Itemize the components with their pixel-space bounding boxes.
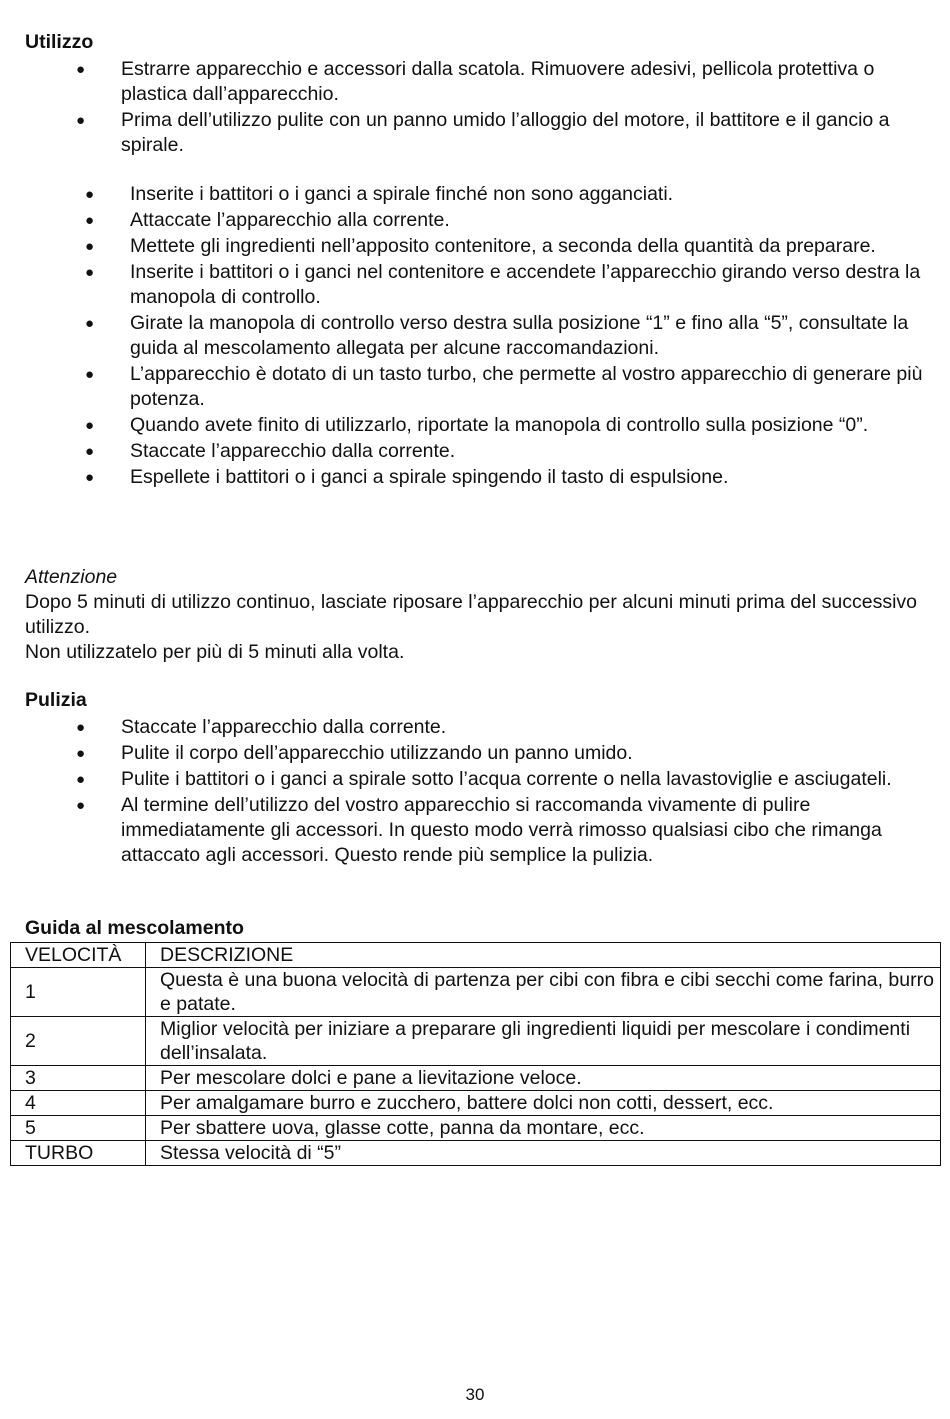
section-heading-usage: Utilizzo — [25, 31, 94, 53]
warning-text-2: Non utilizzatelo per più di 5 minuti alla volta. — [25, 641, 405, 663]
description-cell: Miglior velocità per iniziare a preparare gli ingredienti liquidi per mescolare i condimenti dell’insalata. — [146, 1017, 941, 1066]
list-item: ● Girate la manopola di controllo verso destra sulla posizione “1” e fino alla “5”, consultate la guida al mescolamento allegata per alcune raccomandazioni. — [85, 312, 909, 359]
list-item: ● Inserite i battitori o i ganci nel contenitore e accendete l’apparecchio girando verso destra la manopola di controllo. — [85, 261, 921, 308]
usage-list-b — [85, 182, 930, 491]
description-cell: Stessa velocità di “5” — [146, 1141, 941, 1166]
speed-cell: 3 — [11, 1066, 146, 1091]
bullet-icon: ● — [85, 443, 95, 460]
section-heading-cleaning: Pulizia — [25, 689, 87, 711]
section-heading-guide: Guida al mescolamento — [25, 917, 244, 939]
speed-cell: 4 — [11, 1091, 146, 1116]
column-header: VELOCITÀ — [11, 943, 146, 968]
table-row — [11, 1116, 941, 1141]
list-item: ● L’apparecchio è dotato di un tasto turbo, che permette al vostro apparecchio di generare più potenza. — [85, 363, 923, 410]
description-cell: Per amalgamare burro e zucchero, battere dolci non cotti, dessert, ecc. — [146, 1091, 941, 1116]
table-row — [11, 1066, 941, 1091]
warning-text-1: Dopo 5 minuti di utilizzo continuo, lasciate riposare l’apparecchio per alcuni minuti prima del successivo utilizzo. — [25, 591, 918, 638]
description-cell: Per sbattere uova, glasse cotte, panna da montare, ecc. — [146, 1116, 941, 1141]
bullet-icon: ● — [85, 186, 95, 203]
bullet-icon: ● — [85, 264, 95, 281]
bullet-icon: ● — [76, 797, 86, 814]
bullet-icon: ● — [85, 238, 95, 255]
table-row — [11, 1091, 941, 1116]
speed-cell: 2 — [11, 1017, 146, 1066]
table-row — [11, 1141, 941, 1166]
description-cell: Questa è una buona velocità di partenza per cibi con fibra e cibi secchi come farina, burro e patate. — [146, 968, 941, 1017]
list-item: ● Al termine dell’utilizzo del vostro apparecchio si raccomanda vivamente di pulire immediatamente gli accessori. In questo modo verrà rimosso qualsiasi cibo che rimanga attaccato agli accessori. Questo rende più semplice la pulizia. — [76, 794, 882, 866]
table-row — [11, 1017, 941, 1066]
bullet-icon: ● — [76, 745, 86, 762]
list-item: ● Staccate l’apparecchio dalla corrente. — [85, 440, 456, 462]
list-item: ● Pulite il corpo dell’apparecchio utilizzando un panno umido. — [76, 742, 633, 764]
bullet-icon: ● — [76, 112, 86, 129]
speed-cell: 1 — [11, 968, 146, 1017]
list-item: ● Inserite i battitori o i ganci a spirale finché non sono agganciati. — [85, 183, 674, 205]
bullet-icon: ● — [76, 719, 86, 736]
bullet-icon: ● — [76, 771, 86, 788]
speed-cell: TURBO — [11, 1141, 146, 1166]
list-item: ● Attaccate l’apparecchio alla corrente. — [85, 209, 450, 231]
bullet-icon: ● — [85, 417, 95, 434]
speed-cell: 5 — [11, 1116, 146, 1141]
bullet-icon: ● — [85, 469, 95, 486]
description-cell: Per mescolare dolci e pane a lievitazione veloce. — [146, 1066, 941, 1091]
warning-title: Attenzione — [25, 566, 118, 588]
table-header-row — [11, 943, 941, 968]
bullet-icon: ● — [85, 315, 95, 332]
bullet-icon: ● — [85, 366, 95, 383]
list-item: ● Quando avete finito di utilizzarlo, riportate la manopola di controllo sulla posizione “0”. — [85, 414, 869, 436]
list-item: ● Espellete i battitori o i ganci a spirale spingendo il tasto di espulsione. — [85, 466, 729, 488]
mixing-guide-table — [10, 942, 941, 1166]
bullet-icon: ● — [85, 212, 95, 229]
list-item: ● Prima dell’utilizzo pulite con un panno umido l’alloggio del motore, il battitore e il gancio a spirale. — [76, 109, 890, 156]
list-item: ● Estrarre apparecchio e accessori dalla scatola. Rimuovere adesivi, pellicola protettiva o plastica dall’apparecchio. — [76, 58, 875, 105]
list-item: ● Mettete gli ingredienti nell’apposito contenitore, a seconda della quantità da preparare. — [85, 235, 876, 257]
list-item: ● Pulite i battitori o i ganci a spirale sotto l’acqua corrente o nella lavastoviglie e asciugateli. — [76, 768, 892, 790]
table-row — [11, 968, 941, 1017]
list-item: ● Staccate l’apparecchio dalla corrente. — [76, 716, 447, 738]
cleaning-list — [76, 715, 921, 869]
column-header: DESCRIZIONE — [146, 943, 941, 968]
usage-list-a — [76, 57, 921, 159]
bullet-icon: ● — [76, 61, 86, 78]
page-number: 30 — [465, 1385, 485, 1404]
